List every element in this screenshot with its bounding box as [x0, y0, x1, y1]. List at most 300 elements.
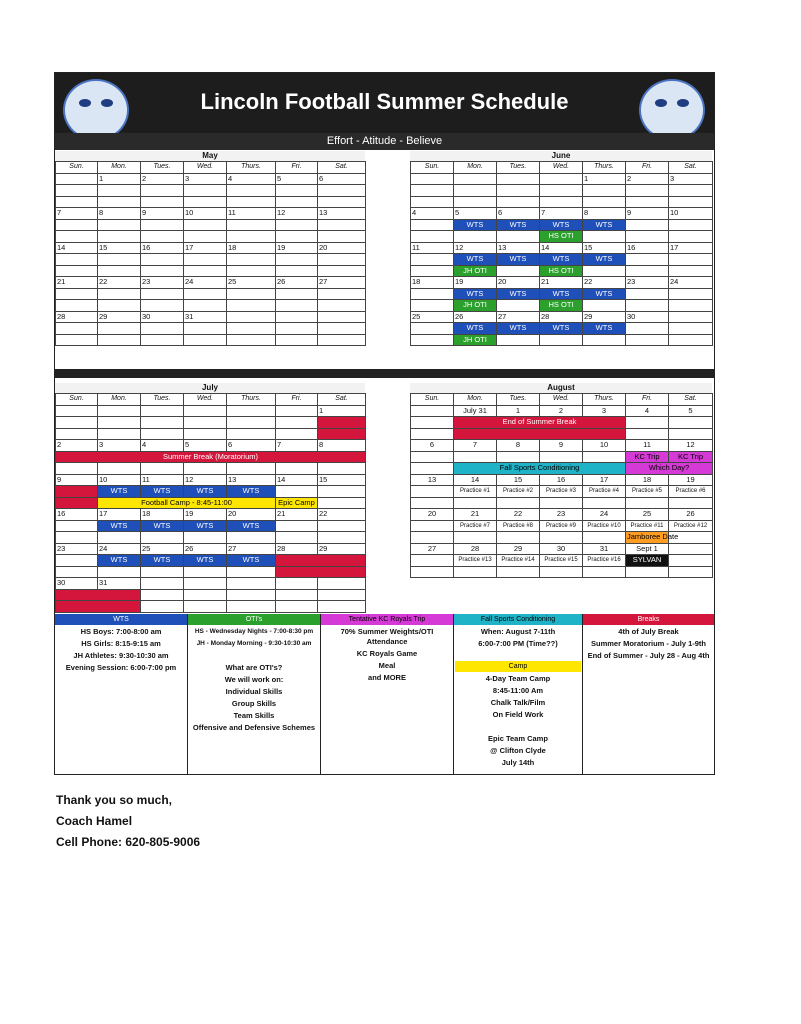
empty-cell — [626, 196, 669, 208]
empty-cell — [184, 334, 227, 346]
empty-cell — [318, 196, 366, 208]
empty-cell — [318, 254, 366, 266]
date-cell: 8 — [98, 208, 141, 220]
empty-cell — [411, 300, 454, 312]
legend-line: Summer Moratorium - July 1-9th — [590, 639, 707, 648]
day-header: Sat. — [669, 394, 713, 406]
empty-cell — [583, 497, 626, 509]
date-cell — [497, 173, 540, 185]
event-cell: WTS — [540, 254, 583, 266]
empty-cell — [98, 428, 141, 440]
event-cell: WTS — [540, 288, 583, 300]
event-cell: WTS — [583, 288, 626, 300]
empty-cell — [276, 486, 318, 498]
event-cell — [276, 566, 366, 578]
empty-cell — [411, 497, 454, 509]
empty-cell — [411, 265, 454, 277]
legend-line: HS - Wednesday Nights - 7:00-8:30 pm — [194, 628, 314, 635]
empty-cell — [411, 219, 454, 231]
date-cell — [184, 578, 227, 590]
empty-cell — [56, 219, 98, 231]
empty-cell — [56, 254, 98, 266]
event-cell: KC Trip — [626, 451, 669, 463]
empty-cell — [318, 288, 366, 300]
event-cell — [56, 497, 98, 509]
date-cell: 31 — [98, 578, 141, 590]
empty-cell — [583, 451, 626, 463]
date-cell: 7 — [56, 208, 98, 220]
date-cell: 30 — [540, 543, 583, 555]
date-cell: 16 — [540, 474, 583, 486]
date-cell — [141, 578, 184, 590]
legend-line: When: August 7-11th — [480, 627, 556, 636]
event-cell: Practice #4 — [583, 486, 626, 498]
empty-cell — [454, 497, 497, 509]
date-cell: 19 — [669, 474, 713, 486]
empty-cell — [141, 589, 184, 601]
header-bar — [55, 73, 714, 133]
date-cell — [318, 578, 366, 590]
day-header: Tues. — [497, 394, 540, 406]
legend-breaks — [583, 614, 714, 774]
date-cell: 30 — [56, 578, 98, 590]
empty-cell — [318, 265, 366, 277]
empty-cell — [98, 196, 141, 208]
empty-cell — [184, 300, 227, 312]
legend-kc-head: Tentative KC Royals Trip — [321, 614, 453, 625]
empty-cell — [276, 219, 318, 231]
date-cell: 2 — [56, 440, 98, 452]
empty-cell — [227, 566, 276, 578]
date-cell: 17 — [583, 474, 626, 486]
empty-cell — [98, 231, 141, 243]
empty-cell — [669, 254, 713, 266]
date-cell: 22 — [318, 509, 366, 521]
legend-line: 8:45-11:00 Am — [492, 686, 544, 695]
empty-cell — [454, 231, 497, 243]
date-cell — [411, 173, 454, 185]
empty-cell — [497, 265, 540, 277]
event-cell: WTS — [184, 486, 227, 498]
section-divider — [55, 369, 714, 378]
legend-line — [190, 651, 318, 661]
date-cell: 30 — [626, 311, 669, 323]
empty-cell — [227, 231, 276, 243]
empty-cell — [56, 334, 98, 346]
empty-cell — [669, 334, 713, 346]
footer-coach: Coach Hamel — [56, 814, 133, 828]
empty-cell — [56, 532, 98, 544]
empty-cell — [669, 300, 713, 312]
empty-cell — [583, 196, 626, 208]
legend-fall-head: Fall Sports Conditioning — [454, 614, 582, 625]
date-cell: 5 — [184, 440, 227, 452]
event-cell — [56, 601, 141, 613]
event-cell — [56, 589, 141, 601]
empty-cell — [626, 288, 669, 300]
empty-cell — [227, 185, 276, 197]
date-cell: 5 — [454, 208, 497, 220]
event-cell: Practice #5 — [626, 486, 669, 498]
empty-cell — [276, 288, 318, 300]
empty-cell — [184, 185, 227, 197]
empty-cell — [98, 185, 141, 197]
empty-cell — [184, 463, 227, 475]
date-cell: 24 — [98, 543, 141, 555]
event-cell: WTS — [184, 555, 227, 567]
event-cell: JH OTI — [454, 265, 497, 277]
empty-cell — [276, 300, 318, 312]
empty-cell — [276, 601, 318, 613]
empty-cell — [669, 219, 713, 231]
empty-cell — [141, 566, 184, 578]
event-cell — [454, 428, 626, 440]
empty-cell — [626, 417, 669, 429]
date-cell: 12 — [454, 242, 497, 254]
date-cell: 18 — [626, 474, 669, 486]
event-cell — [276, 555, 366, 567]
empty-cell — [411, 323, 454, 335]
empty-cell — [98, 463, 141, 475]
empty-cell — [583, 231, 626, 243]
date-cell — [227, 405, 276, 417]
date-cell: 8 — [318, 440, 366, 452]
empty-cell — [98, 323, 141, 335]
event-cell: WTS — [497, 323, 540, 335]
empty-cell — [98, 532, 141, 544]
day-header: Mon. — [98, 162, 141, 174]
event-cell: Practice #16 — [583, 555, 626, 567]
empty-cell — [276, 532, 318, 544]
date-cell: 29 — [583, 311, 626, 323]
empty-cell — [583, 185, 626, 197]
empty-cell — [141, 231, 184, 243]
empty-cell — [411, 532, 454, 544]
empty-cell — [540, 334, 583, 346]
date-cell: 1 — [497, 405, 540, 417]
event-cell: WTS — [497, 219, 540, 231]
date-cell: 13 — [411, 474, 454, 486]
empty-cell — [540, 185, 583, 197]
date-cell — [56, 405, 98, 417]
date-cell: 15 — [497, 474, 540, 486]
month-name-august: August — [410, 383, 712, 393]
date-cell: 27 — [497, 311, 540, 323]
date-cell: 14 — [540, 242, 583, 254]
empty-cell — [184, 231, 227, 243]
empty-cell — [276, 231, 318, 243]
empty-cell — [626, 323, 669, 335]
date-cell: 21 — [454, 509, 497, 521]
date-cell: 4 — [411, 208, 454, 220]
empty-cell — [411, 463, 454, 475]
date-cell: 24 — [669, 277, 713, 289]
empty-cell — [411, 428, 454, 440]
date-cell: 20 — [227, 509, 276, 521]
date-cell — [276, 405, 318, 417]
empty-cell — [454, 532, 497, 544]
month-name-july: July — [55, 383, 365, 393]
legend — [55, 614, 714, 774]
empty-cell — [626, 231, 669, 243]
empty-cell — [98, 219, 141, 231]
empty-cell — [227, 323, 276, 335]
legend-line: HS Girls: 8:15-9:15 am — [81, 639, 161, 648]
empty-cell — [411, 417, 454, 429]
date-cell: 9 — [141, 208, 184, 220]
empty-cell — [184, 532, 227, 544]
empty-cell — [227, 601, 276, 613]
empty-cell — [497, 196, 540, 208]
footer-phone: Cell Phone: 620-805-9006 — [56, 835, 201, 849]
empty-cell — [184, 254, 227, 266]
empty-cell — [227, 334, 276, 346]
legend-camp-head: Camp — [455, 661, 581, 672]
day-header: Mon. — [454, 162, 497, 174]
empty-cell — [583, 265, 626, 277]
date-cell: 10 — [583, 440, 626, 452]
date-cell — [540, 173, 583, 185]
date-cell: 8 — [583, 208, 626, 220]
empty-cell — [141, 323, 184, 335]
empty-cell — [411, 196, 454, 208]
legend-line: KC Royals Game — [356, 649, 418, 658]
date-cell: 3 — [98, 440, 141, 452]
empty-cell — [318, 300, 366, 312]
event-cell: End of Summer Break — [454, 417, 626, 429]
date-cell: 11 — [411, 242, 454, 254]
date-cell: 18 — [141, 509, 184, 521]
date-cell: 30 — [141, 311, 184, 323]
empty-cell — [56, 265, 98, 277]
legend-kc — [321, 614, 454, 774]
empty-cell — [98, 417, 141, 429]
date-cell: 26 — [454, 311, 497, 323]
empty-cell — [98, 300, 141, 312]
date-cell: 27 — [411, 543, 454, 555]
event-cell: Practice #6 — [669, 486, 713, 498]
date-cell: 6 — [497, 208, 540, 220]
empty-cell — [626, 185, 669, 197]
event-cell: Practice #10 — [583, 520, 626, 532]
empty-cell — [669, 428, 713, 440]
legend-line: 70% Summer Weights/OTI Attendance — [340, 627, 434, 646]
schedule-sheet — [54, 72, 715, 775]
empty-cell — [411, 451, 454, 463]
empty-cell — [411, 334, 454, 346]
event-cell: WTS — [227, 520, 276, 532]
day-header: Tues. — [141, 162, 184, 174]
empty-cell — [227, 196, 276, 208]
empty-cell — [141, 219, 184, 231]
empty-cell — [411, 254, 454, 266]
legend-line: Individual Skills — [225, 687, 283, 696]
date-cell: 26 — [276, 277, 318, 289]
date-cell: 3 — [669, 173, 713, 185]
legend-line: On Field Work — [492, 710, 544, 719]
date-cell — [669, 543, 713, 555]
date-cell: 21 — [276, 509, 318, 521]
empty-cell — [227, 417, 276, 429]
event-cell — [56, 486, 98, 498]
date-cell: 13 — [497, 242, 540, 254]
date-cell: 5 — [669, 405, 713, 417]
empty-cell — [497, 300, 540, 312]
empty-cell — [276, 334, 318, 346]
legend-line: Epic Team Camp — [488, 734, 548, 743]
empty-cell — [318, 532, 366, 544]
date-cell: 20 — [411, 509, 454, 521]
empty-cell — [454, 566, 497, 578]
empty-cell — [669, 566, 713, 578]
date-cell: 28 — [454, 543, 497, 555]
date-cell — [227, 578, 276, 590]
date-cell: 6 — [318, 173, 366, 185]
event-cell: Practice #12 — [669, 520, 713, 532]
date-cell: 4 — [626, 405, 669, 417]
date-cell: 3 — [583, 405, 626, 417]
empty-cell — [141, 463, 184, 475]
legend-line: What are OTI's? — [225, 663, 283, 672]
event-cell: Which Day? — [626, 463, 713, 475]
empty-cell — [626, 300, 669, 312]
event-cell: JH OTI — [454, 334, 497, 346]
date-cell: 7 — [540, 208, 583, 220]
empty-cell — [56, 185, 98, 197]
event-cell: WTS — [227, 555, 276, 567]
date-cell: 23 — [626, 277, 669, 289]
date-cell: 14 — [276, 474, 318, 486]
page-title: Lincoln Football Summer Schedule — [200, 89, 569, 114]
event-cell: Practice #7 — [454, 520, 497, 532]
date-cell: 16 — [141, 242, 184, 254]
date-cell: 1 — [583, 173, 626, 185]
date-cell: 13 — [227, 474, 276, 486]
empty-cell — [56, 231, 98, 243]
empty-cell — [184, 417, 227, 429]
empty-cell — [454, 451, 497, 463]
date-cell: 14 — [454, 474, 497, 486]
date-cell — [184, 405, 227, 417]
event-cell: WTS — [454, 323, 497, 335]
empty-cell — [411, 486, 454, 498]
event-cell: Practice #8 — [497, 520, 540, 532]
empty-cell — [227, 589, 276, 601]
date-cell: 28 — [540, 311, 583, 323]
event-cell: SYLVAN — [626, 555, 669, 567]
date-cell: 6 — [411, 440, 454, 452]
event-cell: WTS — [98, 486, 141, 498]
date-cell: 9 — [540, 440, 583, 452]
date-cell: 1 — [318, 405, 366, 417]
date-cell: 25 — [411, 311, 454, 323]
empty-cell — [56, 463, 98, 475]
legend-line: HS Boys: 7:00-8:00 am — [80, 627, 162, 636]
empty-cell — [583, 334, 626, 346]
event-cell: Practice #3 — [540, 486, 583, 498]
empty-cell — [669, 265, 713, 277]
legend-line: 4-Day Team Camp — [485, 674, 551, 683]
day-header: Fri. — [276, 394, 318, 406]
legend-line: 4th of July Break — [618, 627, 679, 636]
date-cell: 12 — [669, 440, 713, 452]
event-cell: WTS — [454, 219, 497, 231]
day-header: Thurs. — [583, 162, 626, 174]
date-cell: 31 — [184, 311, 227, 323]
legend-line: Meal — [378, 661, 396, 670]
empty-cell — [626, 428, 669, 440]
date-cell: 9 — [626, 208, 669, 220]
date-cell: 31 — [583, 543, 626, 555]
date-cell: 16 — [626, 242, 669, 254]
empty-cell — [669, 323, 713, 335]
empty-cell — [626, 219, 669, 231]
day-header: Wed. — [540, 162, 583, 174]
empty-cell — [497, 451, 540, 463]
empty-cell — [276, 254, 318, 266]
day-header: Sat. — [318, 394, 366, 406]
empty-cell — [98, 254, 141, 266]
event-cell: WTS — [540, 219, 583, 231]
empty-cell — [318, 323, 366, 335]
event-cell: WTS — [583, 219, 626, 231]
date-cell: 15 — [318, 474, 366, 486]
date-cell: Sept 1 — [626, 543, 669, 555]
empty-cell — [497, 497, 540, 509]
date-cell: 11 — [141, 474, 184, 486]
empty-cell — [56, 428, 98, 440]
date-cell: 23 — [56, 543, 98, 555]
empty-cell — [56, 300, 98, 312]
day-header: Tues. — [141, 394, 184, 406]
empty-cell — [540, 196, 583, 208]
date-cell: 24 — [184, 277, 227, 289]
empty-cell — [669, 185, 713, 197]
date-cell: 28 — [276, 543, 318, 555]
legend-line: July 14th — [501, 758, 535, 767]
date-cell: 7 — [276, 440, 318, 452]
date-cell: 13 — [318, 208, 366, 220]
empty-cell — [276, 589, 318, 601]
empty-cell — [318, 601, 366, 613]
date-cell: 21 — [56, 277, 98, 289]
day-header: Sun. — [411, 394, 454, 406]
empty-cell — [141, 532, 184, 544]
date-cell: 2 — [626, 173, 669, 185]
legend-line: Group Skills — [231, 699, 277, 708]
empty-cell — [318, 520, 366, 532]
empty-cell — [540, 532, 583, 544]
empty-cell — [318, 219, 366, 231]
day-header: Mon. — [454, 394, 497, 406]
legend-wts — [55, 614, 188, 774]
event-cell: Jamboree Date — [627, 532, 679, 541]
date-cell: 26 — [184, 543, 227, 555]
date-cell — [227, 311, 276, 323]
event-cell: Summer Break (Moratorium) — [56, 451, 366, 463]
event-cell: WTS — [227, 486, 276, 498]
empty-cell — [141, 300, 184, 312]
event-cell: Fall Sports Conditioning — [454, 463, 626, 475]
empty-cell — [583, 532, 626, 544]
date-cell — [141, 405, 184, 417]
day-header: Sun. — [411, 162, 454, 174]
day-header: Thurs. — [227, 394, 276, 406]
day-header: Sat. — [318, 162, 366, 174]
event-cell: WTS — [454, 254, 497, 266]
date-cell: 3 — [184, 173, 227, 185]
empty-cell — [276, 323, 318, 335]
